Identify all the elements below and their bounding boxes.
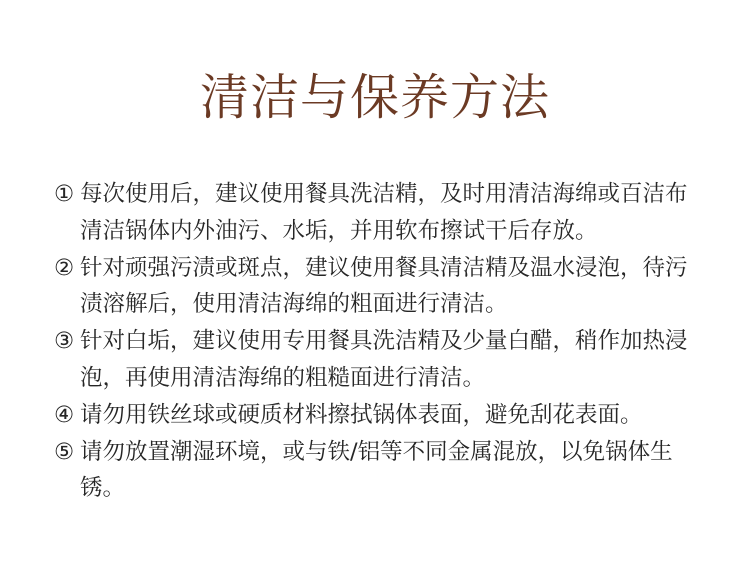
instruction-list [55, 176, 695, 507]
instruction-item-4 [55, 397, 695, 434]
item-text: 针对白垢，建议使用专用餐具洗洁精及少量白醋，稍作加热浸泡，再使用清洁海绵的粗糙面进行清洁。 [80, 328, 688, 391]
instruction-item-5 [55, 434, 695, 508]
item-text: 每次使用后，建议使用餐具洗洁精，及时用清洁海绵或百洁布清洁锅体内外油污、水垢，并用软布擦试干后存放。 [80, 181, 688, 244]
instruction-item-1 [55, 176, 695, 250]
item-number: ② [54, 254, 75, 281]
item-text: 请勿用铁丝球或硬质材料擦拭锅体表面，避免刮花表面。 [80, 401, 643, 428]
instruction-item-2 [55, 250, 695, 324]
instruction-item-3 [55, 323, 695, 397]
item-number: ③ [54, 328, 75, 355]
item-text: 针对顽强污渍或斑点，建议使用餐具清洁精及温水浸泡，待污渍溶解后，使用清洁海绵的粗面进行清洁。 [80, 254, 688, 318]
item-number: ⑤ [54, 438, 75, 465]
item-text: 请勿放置潮湿环境，或与铁/铝等不同金属混放，以免锅体生锈。 [80, 438, 673, 502]
item-number: ④ [54, 401, 75, 428]
page-title: 清洁与保养方法 [199, 69, 550, 126]
item-number: ① [54, 181, 75, 207]
